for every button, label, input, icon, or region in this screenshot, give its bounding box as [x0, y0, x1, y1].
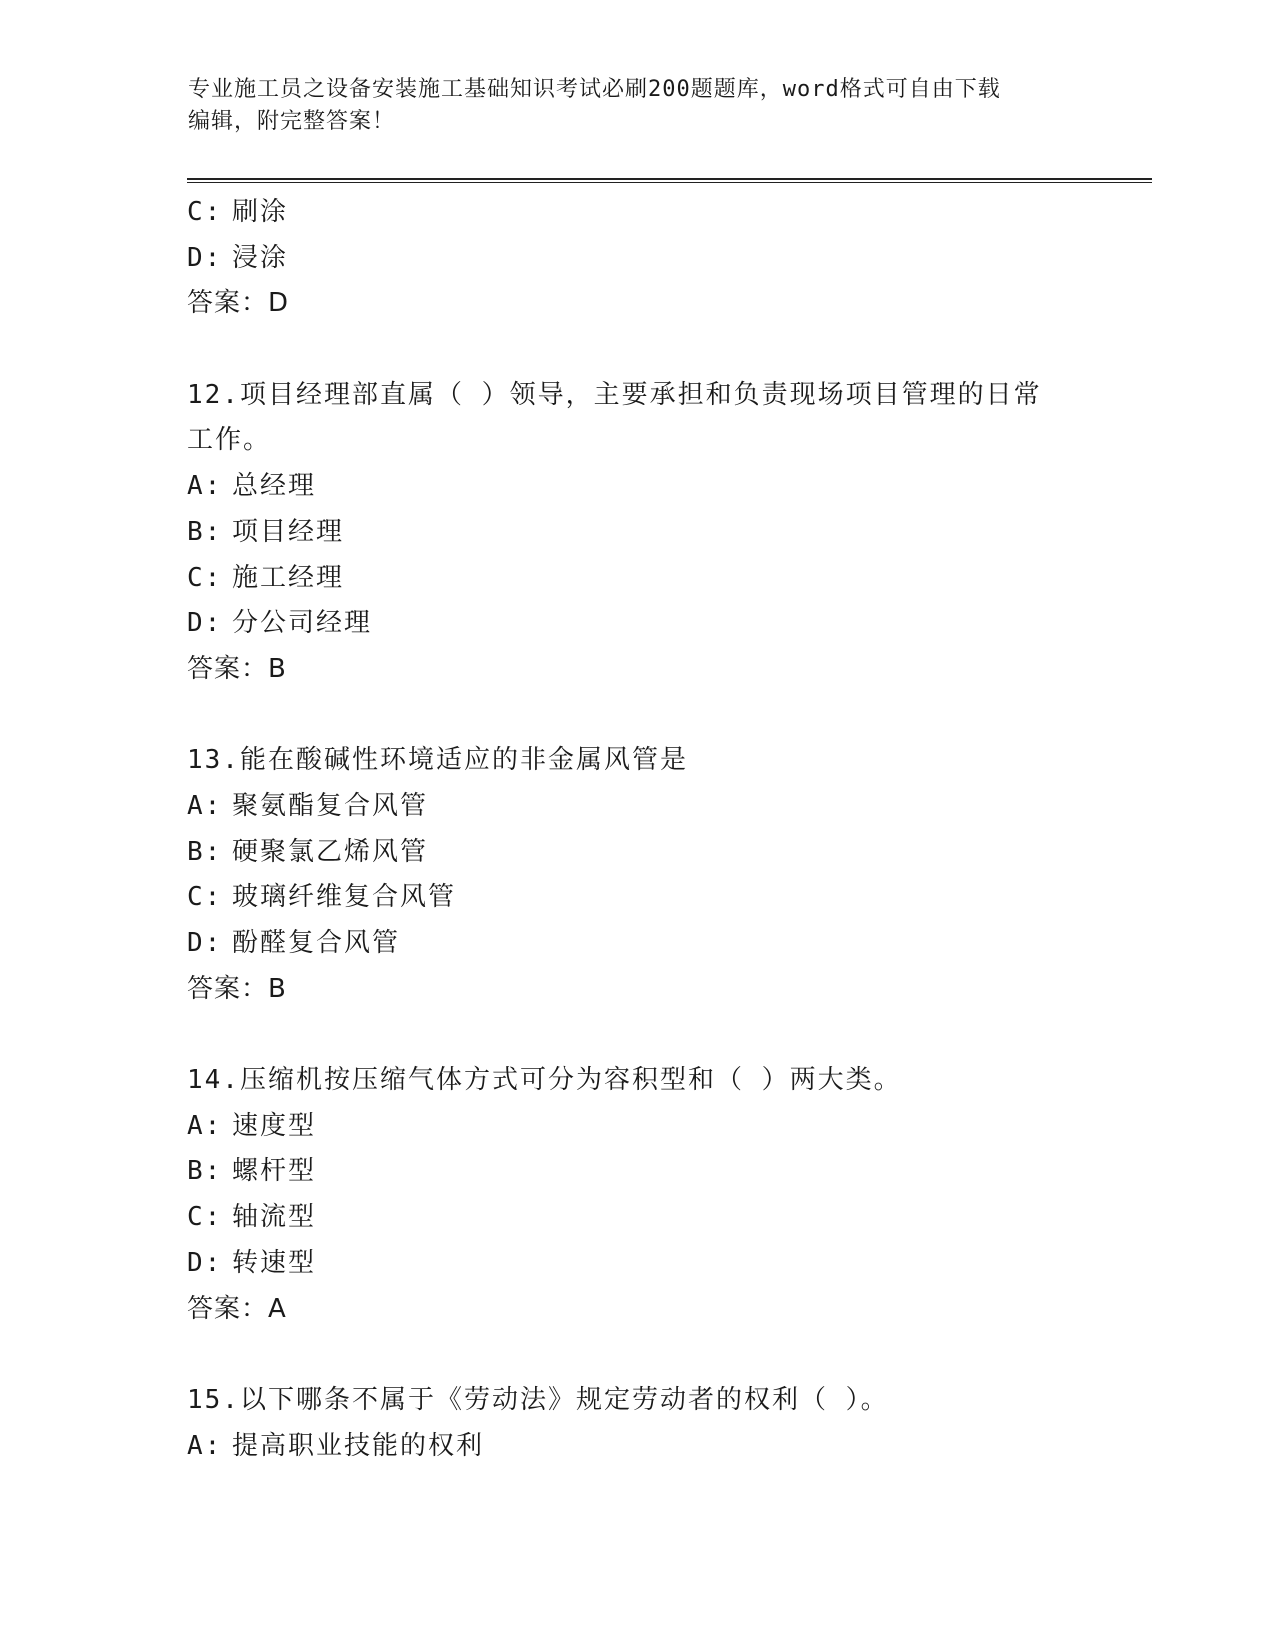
option-c [187, 1195, 1087, 1241]
option-letter: D: [187, 928, 223, 958]
option-text: 轴流型 [232, 1202, 317, 1233]
document-header [188, 74, 1068, 138]
answer-line: 答案：B [187, 973, 287, 1004]
option-letter: A: [187, 790, 223, 821]
option-a [187, 1424, 1087, 1470]
option-letter: D: [187, 1247, 223, 1278]
option-letter: D: [187, 608, 223, 639]
option-text: 螺杆型 [232, 1156, 317, 1187]
spacer [187, 693, 1087, 739]
option-text: 刷涂 [232, 197, 289, 227]
question-15 [187, 1378, 1087, 1469]
spacer [187, 1012, 1087, 1058]
document-body [187, 190, 1087, 1469]
header-divider [187, 178, 1152, 183]
header-line-2: 编辑，附完整答案！ [188, 109, 396, 134]
question-stem: 13.能在酸碱性环境适应的非金属风管是 [187, 745, 688, 776]
question-stem: 15.以下哪条不属于《劳动法》规定劳动者的权利（ ）。 [187, 1384, 889, 1415]
option-text: 分公司经理 [232, 608, 373, 639]
option-letter: C: [187, 562, 223, 593]
option-text: 硬聚氯乙烯风管 [232, 836, 429, 867]
option-c [187, 190, 1087, 236]
option-text: 酚醛复合风管 [232, 928, 401, 958]
option-letter: A: [187, 471, 223, 502]
option-letter: A: [187, 1110, 223, 1141]
option-letter: C: [187, 197, 223, 227]
option-c [187, 556, 1087, 602]
answer-line: 答案：D [187, 288, 290, 319]
option-b [187, 1149, 1087, 1195]
option-d [187, 1241, 1087, 1287]
question-14 [187, 1058, 1087, 1332]
option-a [187, 1104, 1087, 1150]
option-letter: C: [187, 1202, 223, 1233]
option-a [187, 784, 1087, 830]
option-text: 施工经理 [232, 562, 345, 593]
question-stem: 12.项目经理部直属（ ）领导，主要承担和负责现场项目管理的日常 [187, 379, 1042, 410]
option-text: 聚氨酯复合风管 [232, 790, 429, 821]
option-text: 玻璃纤维复合风管 [232, 882, 457, 913]
question-stem: 14.压缩机按压缩气体方式可分为容积型和（ ）两大类。 [187, 1065, 902, 1096]
option-d [187, 601, 1087, 647]
option-d [187, 921, 1087, 967]
spacer [187, 327, 1087, 373]
question-13 [187, 738, 1087, 1012]
option-text: 浸涂 [232, 242, 289, 273]
option-text: 总经理 [232, 471, 317, 502]
question-12 [187, 373, 1087, 693]
option-letter: D: [187, 242, 223, 273]
option-letter: B: [187, 516, 223, 547]
option-d [187, 236, 1087, 282]
option-text: 提高职业技能的权利 [232, 1430, 485, 1461]
option-letter: B: [187, 1156, 223, 1187]
spacer [187, 1332, 1087, 1378]
option-letter: C: [187, 882, 223, 913]
option-a [187, 464, 1087, 510]
header-line-1: 专业施工员之设备安装施工基础知识考试必刷200题题库，word格式可自由下载 [188, 77, 1001, 102]
option-text: 速度型 [232, 1110, 317, 1141]
option-text: 项目经理 [232, 516, 345, 547]
option-text: 转速型 [232, 1247, 317, 1278]
question-stem-cont: 工作。 [187, 425, 272, 456]
prev-question [187, 190, 1087, 327]
option-b [187, 510, 1087, 556]
answer-line: 答案：A [187, 1293, 287, 1324]
option-letter: B: [187, 836, 223, 867]
answer-line: 答案：B [187, 653, 287, 684]
option-c [187, 875, 1087, 921]
option-letter: A: [187, 1430, 223, 1461]
option-b [187, 830, 1087, 876]
